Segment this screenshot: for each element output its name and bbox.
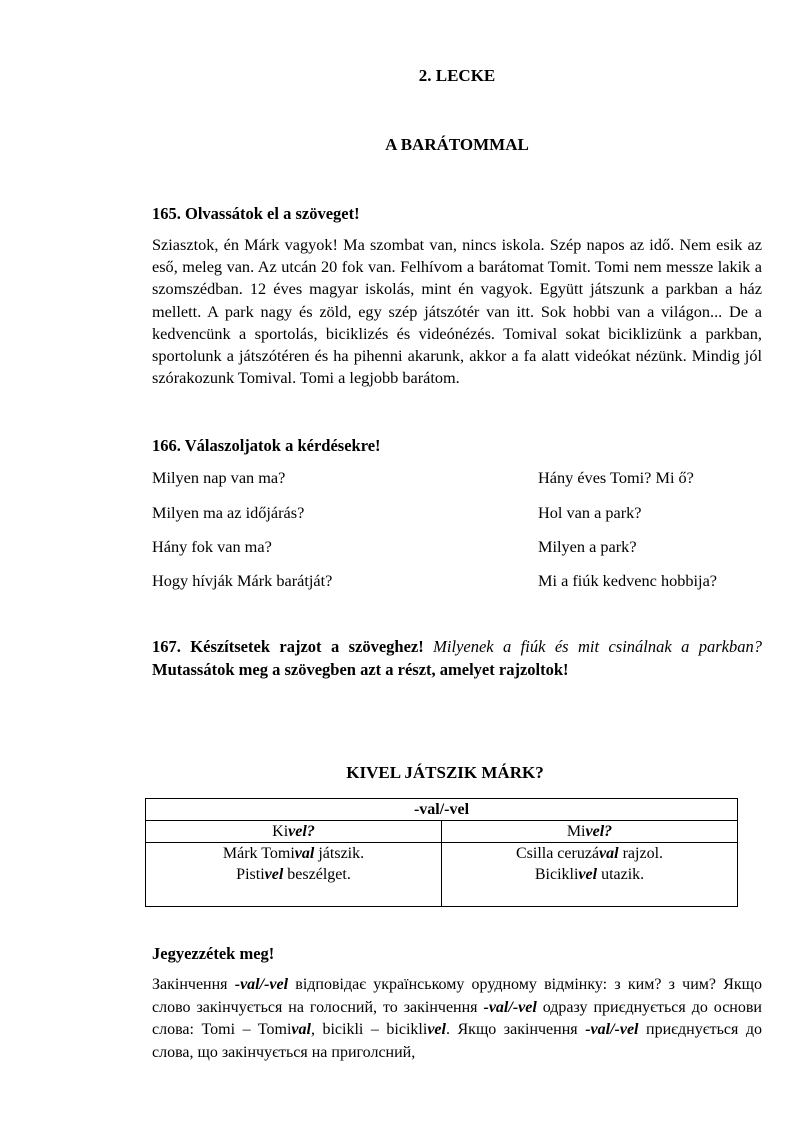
- question-right-3: Milyen a park?: [538, 537, 637, 556]
- question-right-2: Hol van a park?: [538, 503, 642, 522]
- exercise-167-instruction: Mutassátok meg a szövegben azt a részt, amelyet rajzoltok!: [152, 659, 569, 679]
- exercise-167-title: 167. Készítsetek rajzot a szöveghez!: [152, 637, 424, 656]
- exercise-165-title: 165. Olvassátok el a szöveget!: [152, 204, 360, 223]
- kivel-examples: [146, 843, 442, 907]
- suffix-table: [145, 798, 738, 907]
- example-row: Biciklivel utazik.: [534, 866, 645, 883]
- table-title: KIVEL JÁTSZIK MÁRK?: [346, 763, 544, 782]
- table-header-suffix: -val/-vel: [146, 799, 738, 821]
- column-head-kivel: Kivel?: [146, 821, 442, 843]
- exercise-167: [152, 636, 762, 681]
- exercise-165-text: Sziasztok, én Márk vagyok! Ma szombat van, nincs iskola. Szép napos az idő. Nem esik az eső, meleg van. Az utcán 20 fok van. Felhívom a barátomat Tomit. Tomi nem messze lakik a szomszédban. 12 éves magyar iskolás, mint én vagyok. Együtt játszunk a parkban a ház mellett. A park nagy és zöld, egy szép játszótér van itt. Sok hobbi van a világon... De a kedvencünk a sportolás, biciklizés és videónézés. Tomival sokat biciklizünk a parkban, sportolunk a játszótéren és ha pihenni akarunk, akkor a fa alatt videókat nézünk. Mindig jól szórakozunk Tomival. Tomi a legjobb barátom.: [152, 235, 762, 388]
- grammar-note: Закінчення -val/-vel відповідає українському орудному відмінку: з ким? з чим? Якщо слово закінчується на голосний, то закінчення -val/-vel одразу приєднується до основи слова: Tomi – Tomival, bicikli – biciklivel. Якщо закінчення -val/-vel приєднується до слова, що закінчується на приголсний,: [152, 976, 763, 1061]
- mivel-examples: [442, 843, 738, 907]
- lesson-title: A BARÁTOMMAL: [385, 135, 529, 154]
- question-left-1: Milyen nap van ma?: [152, 468, 286, 487]
- note-title: Jegyezzétek meg!: [152, 944, 275, 963]
- column-head-mivel: Mivel?: [442, 821, 738, 843]
- example-row: Pistivel beszélget.: [236, 866, 351, 883]
- question-left-4: Hogy hívják Márk barátját?: [152, 571, 333, 590]
- question-left-3: Hány fok van ma?: [152, 537, 272, 556]
- example-row: Márk Tomival játszik.: [222, 845, 365, 862]
- exercise-166-title: 166. Válaszoljatok a kérdésekre!: [152, 436, 381, 455]
- question-right-4: Mi a fiúk kedvenc hobbija?: [538, 571, 718, 590]
- question-right-1: Hány éves Tomi? Mi ő?: [538, 468, 694, 487]
- question-left-2: Milyen ma az időjárás?: [152, 503, 305, 522]
- example-row: Csilla ceruzával rajzol.: [515, 845, 664, 862]
- lesson-number: 2. LECKE: [418, 66, 496, 85]
- exercise-167-question: Milyenek a fiúk és mit csinálnak a parkban?: [433, 637, 762, 656]
